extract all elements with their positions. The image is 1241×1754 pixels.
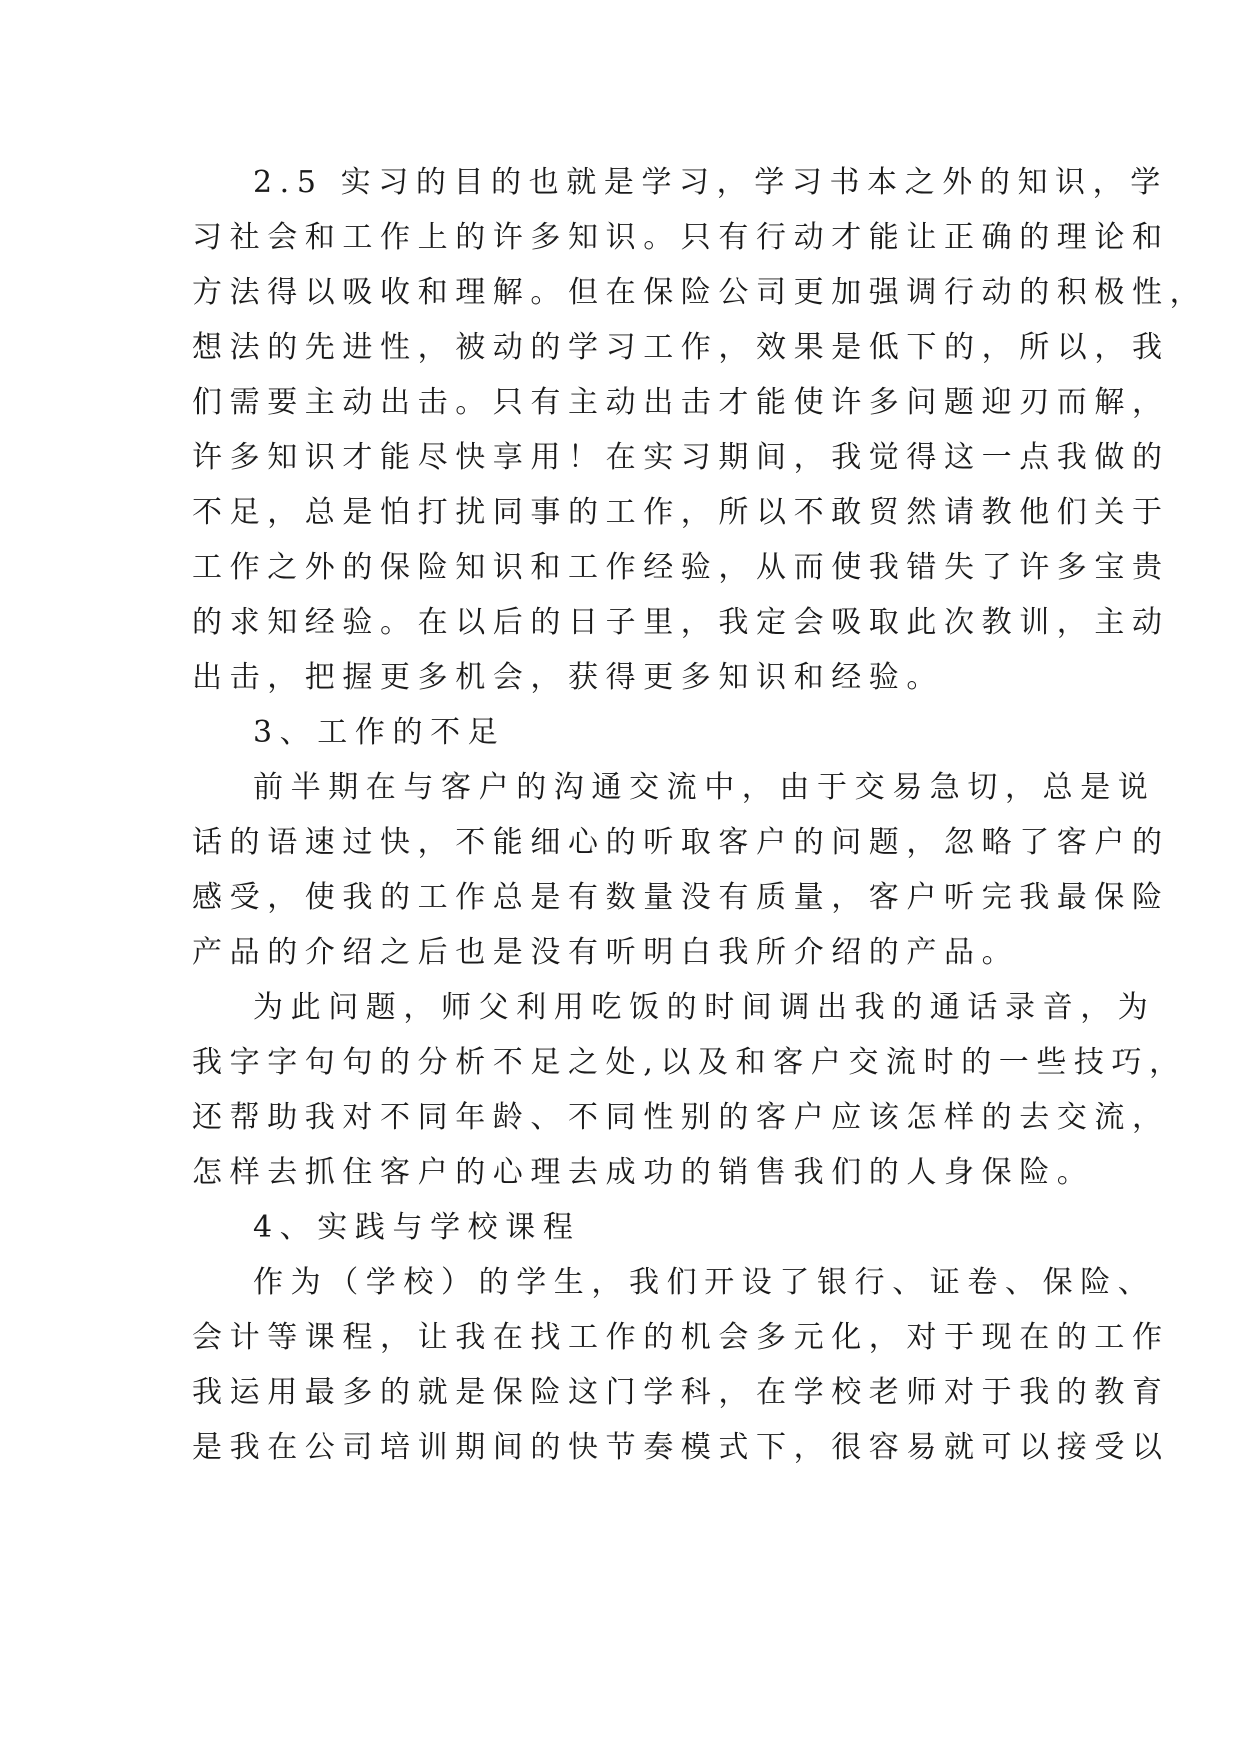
paragraph-line: 我字字句句的分析不足之处,以及和客户交流时的一些技巧， [192,1045,1187,1080]
paragraph-line: 作为（学校）的学生，我们开设了银行、证卷、保险、 [253,1265,1156,1300]
paragraph-line: 工作之外的保险知识和工作经验，从而使我错失了许多宝贵 [192,550,1170,585]
paragraph-line: 出击，把握更多机会，获得更多知识和经验。 [192,660,944,695]
paragraph-line: 的求知经验。在以后的日子里，我定会吸取此次教训，主动 [192,605,1170,640]
paragraph-line: 会计等课程，让我在找工作的机会多元化，对于现在的工作 [192,1320,1170,1355]
paragraph-line: 想法的先进性，被动的学习工作，效果是低下的，所以，我 [192,330,1170,365]
paragraph-line: 许多知识才能尽快享用！在实习期间，我觉得这一点我做的 [192,440,1170,475]
paragraph-line: 习社会和工作上的许多知识。只有行动才能让正确的理论和 [192,220,1170,255]
paragraph-line: 产品的介绍之后也是没有听明白我所介绍的产品。 [192,935,1020,970]
paragraph-line: 怎样去抓住客户的心理去成功的销售我们的人身保险。 [192,1155,1095,1190]
paragraph-line: 方法得以吸收和理解。但在保险公司更加强调行动的积极性， [192,275,1208,310]
paragraph-line: 还帮助我对不同年龄、不同性别的客户应该怎样的去交流， [192,1100,1170,1135]
paragraph-line: 感受，使我的工作总是有数量没有质量，客户听完我最保险 [192,880,1170,915]
paragraph-line: 话的语速过快，不能细心的听取客户的问题，忽略了客户的 [192,825,1170,860]
section-heading: 3、工作的不足 [253,715,506,750]
section-heading: 4、实践与学校课程 [253,1210,581,1245]
paragraph-line: 我运用最多的就是保险这门学科，在学校老师对于我的教育 [192,1375,1170,1410]
paragraph-line: 们需要主动出击。只有主动出击才能使许多问题迎刃而解， [192,385,1170,420]
paragraph-line: 为此问题，师父利用吃饭的时间调出我的通话录音，为 [253,990,1156,1025]
paragraph-line: 不足，总是怕打扰同事的工作，所以不敢贸然请教他们关于 [192,495,1170,530]
paragraph-line: 是我在公司培训期间的快节奏模式下，很容易就可以接受以 [192,1430,1170,1465]
paragraph-line: 2.5 实习的目的也就是学习，学习书本之外的知识，学 [253,165,1168,200]
paragraph-line: 前半期在与客户的沟通交流中，由于交易急切，总是说 [253,770,1156,805]
